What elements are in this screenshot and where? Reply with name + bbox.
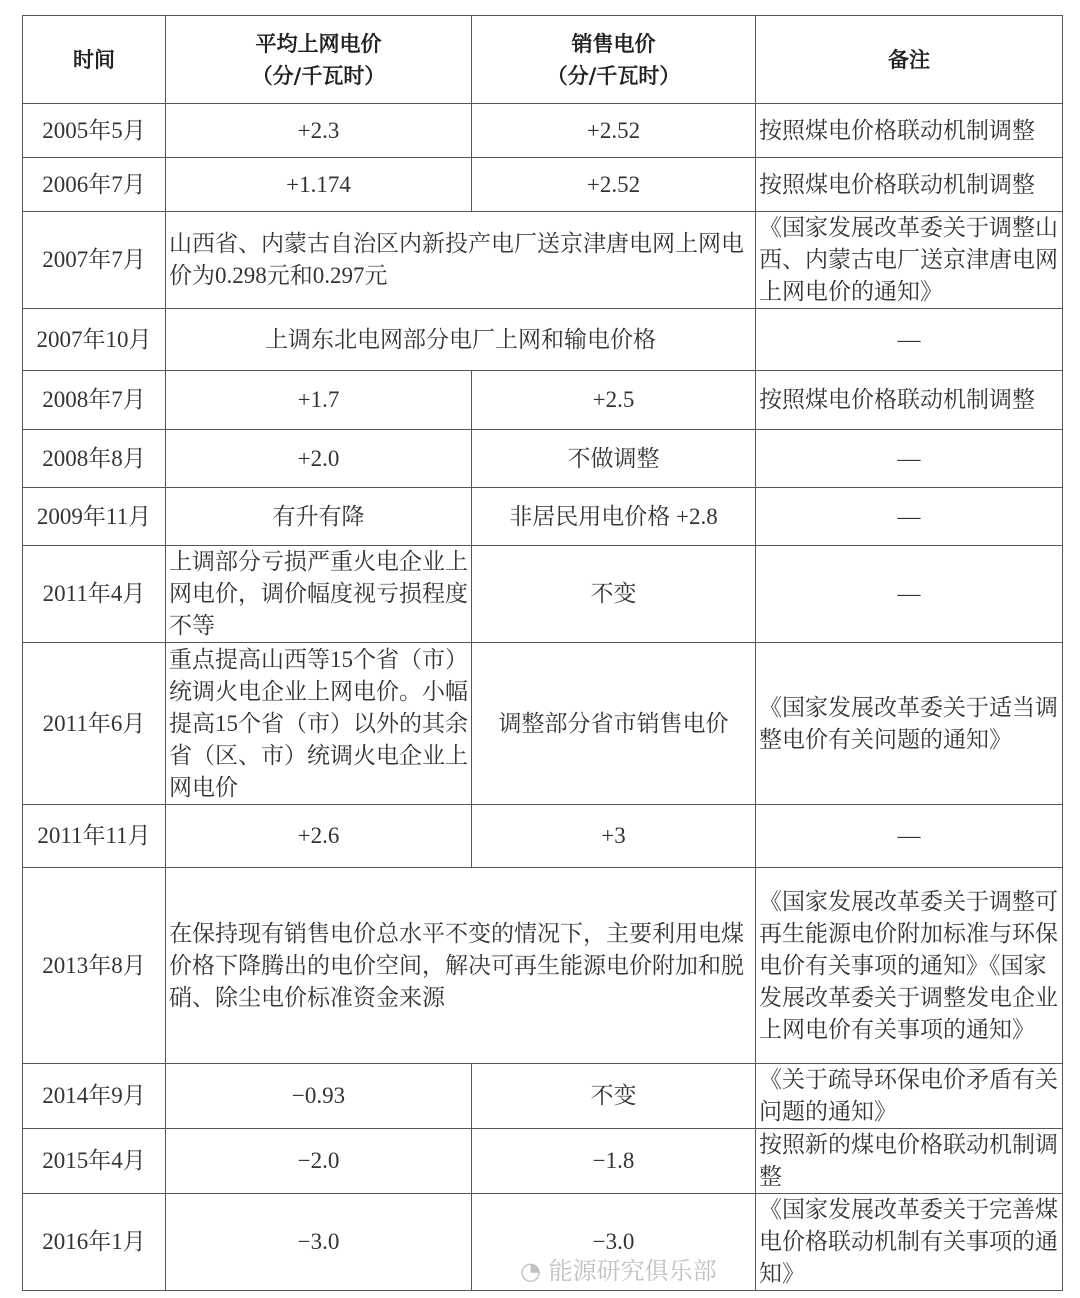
header-sale-price xyxy=(472,16,756,104)
grid-cell: −0.93 xyxy=(166,1064,472,1129)
table-row xyxy=(23,546,1063,643)
note-cell: 按照煤电价格联动机制调整 xyxy=(756,158,1063,212)
sale-cell: 调整部分省市销售电价 xyxy=(472,643,756,805)
header-grid-unit: （分/千瓦时） xyxy=(251,63,386,88)
header-grid-label: 平均上网电价 xyxy=(255,31,382,56)
table-row xyxy=(23,488,1063,546)
note-cell: — xyxy=(756,430,1063,488)
date-cell: 2008年7月 xyxy=(23,371,166,430)
grid-cell: +2.0 xyxy=(166,430,472,488)
date-cell: 2016年1月 xyxy=(23,1194,166,1291)
table-row xyxy=(23,868,1063,1064)
date-cell: 2011年6月 xyxy=(23,643,166,805)
watermark xyxy=(520,1257,717,1285)
date-cell: 2013年8月 xyxy=(23,868,166,1064)
date-cell: 2014年9月 xyxy=(23,1064,166,1129)
date-cell: 2005年5月 xyxy=(23,104,166,158)
header-note: 备注 xyxy=(756,16,1063,104)
sale-cell: +2.52 xyxy=(472,158,756,212)
table-row xyxy=(23,430,1063,488)
grid-cell: +1.7 xyxy=(166,371,472,430)
note-cell: 《国家发展改革委关于完善煤电价格联动机制有关事项的通知》 xyxy=(756,1194,1063,1291)
wechat-icon: ◔ xyxy=(520,1257,549,1285)
grid-cell: 上调部分亏损严重火电企业上网电价，调价幅度视亏损程度不等 xyxy=(166,546,472,643)
header-sale-unit: （分/千瓦时） xyxy=(546,63,681,88)
date-cell: 2015年4月 xyxy=(23,1129,166,1194)
grid-cell: +1.174 xyxy=(166,158,472,212)
note-cell: — xyxy=(756,546,1063,643)
note-cell: — xyxy=(756,309,1063,371)
sale-cell: 不做调整 xyxy=(472,430,756,488)
sale-cell: −1.8 xyxy=(472,1129,756,1194)
header-row xyxy=(23,16,1063,104)
date-cell: 2011年4月 xyxy=(23,546,166,643)
grid-cell: +2.3 xyxy=(166,104,472,158)
note-cell: 按照煤电价格联动机制调整 xyxy=(756,371,1063,430)
table-row xyxy=(23,1129,1063,1194)
watermark-text: 能源研究俱乐部 xyxy=(548,1257,717,1285)
sale-cell: 不变 xyxy=(472,546,756,643)
table-row xyxy=(23,805,1063,868)
date-cell: 2011年11月 xyxy=(23,805,166,868)
header-sale-label: 销售电价 xyxy=(571,31,656,56)
date-cell: 2007年10月 xyxy=(23,309,166,371)
grid-cell: −2.0 xyxy=(166,1129,472,1194)
date-cell: 2008年8月 xyxy=(23,430,166,488)
table-row xyxy=(23,643,1063,805)
note-cell: 按照煤电价格联动机制调整 xyxy=(756,104,1063,158)
note-cell: 《关于疏导环保电价矛盾有关问题的通知》 xyxy=(756,1064,1063,1129)
table-row xyxy=(23,309,1063,371)
note-cell: — xyxy=(756,805,1063,868)
date-cell: 2007年7月 xyxy=(23,212,166,309)
table-row xyxy=(23,158,1063,212)
note-cell: — xyxy=(756,488,1063,546)
sale-cell: +3 xyxy=(472,805,756,868)
note-cell: 《国家发展改革委关于调整山西、内蒙古电厂送京津唐电网上网电价的通知》 xyxy=(756,212,1063,309)
electricity-price-table xyxy=(22,15,1063,1291)
merged-cell: 山西省、内蒙古自治区内新投产电厂送京津唐电网上网电价为0.298元和0.297元 xyxy=(166,212,756,309)
sale-cell: −3.0 xyxy=(472,1194,756,1291)
table-row xyxy=(23,1064,1063,1129)
grid-cell: 有升有降 xyxy=(166,488,472,546)
header-grid-price xyxy=(166,16,472,104)
sale-cell: 不变 xyxy=(472,1064,756,1129)
grid-cell: −3.0 xyxy=(166,1194,472,1291)
header-time: 时间 xyxy=(23,16,166,104)
table-row xyxy=(23,371,1063,430)
merged-cell: 上调东北电网部分电厂上网和输电价格 xyxy=(166,309,756,371)
date-cell: 2006年7月 xyxy=(23,158,166,212)
sale-cell: +2.5 xyxy=(472,371,756,430)
sale-cell: +2.52 xyxy=(472,104,756,158)
note-cell: 《国家发展改革委关于适当调整电价有关问题的通知》 xyxy=(756,643,1063,805)
date-cell: 2009年11月 xyxy=(23,488,166,546)
table-row xyxy=(23,212,1063,309)
merged-cell: 在保持现有销售电价总水平不变的情况下，主要利用电煤价格下降腾出的电价空间，解决可再生能源电价附加和脱硝、除尘电价标准资金来源 xyxy=(166,868,756,1064)
sale-cell: 非居民用电价格 +2.8 xyxy=(472,488,756,546)
note-cell: 《国家发展改革委关于调整可再生能源电价附加标准与环保电价有关事项的通知》《国家发展改革委关于调整发电企业上网电价有关事项的通知》 xyxy=(756,868,1063,1064)
table-row xyxy=(23,104,1063,158)
grid-cell: +2.6 xyxy=(166,805,472,868)
note-cell: 按照新的煤电价格联动机制调整 xyxy=(756,1129,1063,1194)
grid-cell: 重点提高山西等15个省（市）统调火电企业上网电价。小幅提高15个省（市）以外的其余省（区、市）统调火电企业上网电价 xyxy=(166,643,472,805)
